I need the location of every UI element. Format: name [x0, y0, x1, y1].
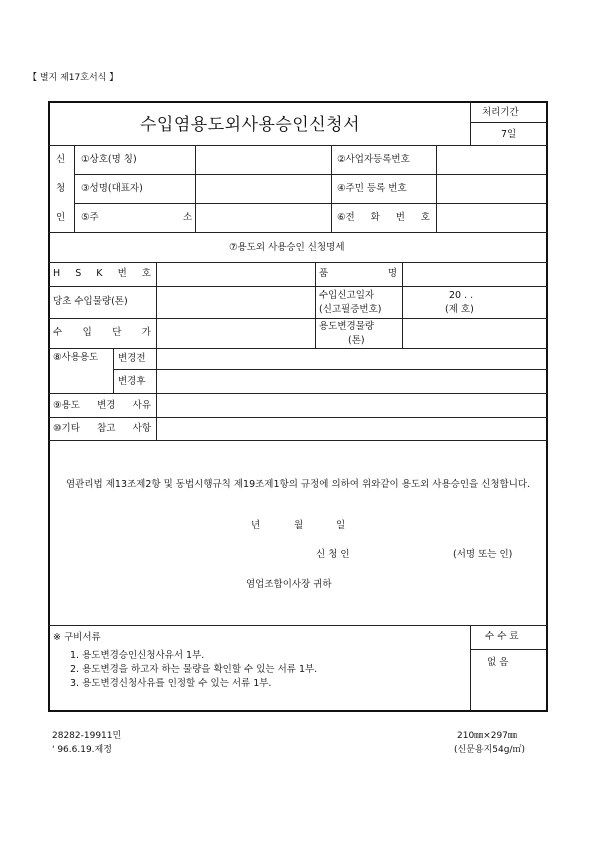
signature-note: (서명 또는 인): [453, 549, 513, 560]
details-bottom-line: [48, 440, 548, 441]
applicant-signature-label: 신 청 인: [316, 549, 350, 560]
import-date-value: 20 . .: [449, 290, 474, 301]
details-row-line-6: [48, 417, 548, 418]
fee-value: 없 음: [487, 657, 509, 668]
processing-box-mid-line: [470, 122, 546, 123]
applicant-bottom-line: [48, 232, 548, 233]
details-row-line-2: [48, 318, 548, 319]
frame-top-line: [48, 101, 548, 103]
processing-period-label: 처리기간: [482, 107, 519, 118]
fee-box-mid-line: [470, 649, 546, 650]
usage-label: ⑧사용용도: [53, 352, 99, 363]
frame-bottom-line: [48, 710, 548, 712]
required-document-item-2: 2. 용도변경을 하고자 하는 물량을 확인할 수 있는 서류 1부.: [70, 664, 318, 675]
fee-label: 수 수 료: [485, 631, 519, 642]
import-date-label-2: (신고필증번호): [319, 304, 382, 315]
required-documents-title: ※ 구비서류: [53, 632, 101, 643]
resident-no-label: ④주민 등록 번호: [337, 183, 407, 194]
before-change-label: 변경전: [118, 353, 146, 364]
details-label-line: [156, 262, 157, 440]
other-notes-part-1: ⑩기타: [53, 423, 80, 434]
form-number-label: 【 별지 제17호서식 】: [28, 73, 119, 83]
frame-right-line: [546, 101, 548, 712]
import-cert-number-value: (제 호): [445, 304, 474, 315]
recipient-label: 염업조합이사장 귀하: [246, 579, 332, 590]
import-date-label-1: 수입신고일자: [319, 290, 375, 301]
import-qty-label: 당초 수입물량(톤): [53, 296, 128, 307]
phone-label-4: 호: [420, 212, 430, 223]
processing-period-value: 7일: [501, 129, 517, 140]
address-label-suffix: 소: [183, 212, 193, 223]
application-statement: 염관리법 제13조제2항 및 동법시행규칙 제19조제1항의 규정에 의하여 위와같이 용도외 사용승인을 신청합니다.: [66, 479, 531, 490]
processing-box-left-line: [470, 101, 471, 145]
after-change-label: 변경후: [118, 376, 146, 387]
unit-price-label: [53, 328, 151, 338]
required-document-item-3: 3. 용도변경신청사유를 인정할 수 있는 서류 1부.: [70, 678, 272, 689]
applicant-row-line-1: [74, 174, 546, 175]
hsk-char-4: 번: [117, 268, 127, 279]
product-name-label: [319, 269, 397, 279]
date-year-label: 년: [251, 520, 261, 531]
usage-sub-line: [113, 348, 114, 393]
applicant-col-line: [74, 145, 75, 232]
form-enactment-date: ' 96.6.19.제정: [52, 745, 112, 755]
form-code: 28282-19911민: [52, 731, 122, 741]
product-char-1: 품: [319, 268, 329, 279]
change-reason-part-3: 사유: [132, 400, 151, 411]
paper-type: (신문용지54g/㎡): [454, 745, 525, 755]
hsk-char-3: K: [96, 268, 103, 279]
documents-top-line: [48, 625, 548, 626]
details-row-line-5: [48, 393, 548, 394]
address-label-prefix: ⑤주: [81, 212, 99, 223]
company-name-label: ①상호(명 칭): [81, 154, 137, 165]
date-month-label: 월: [294, 520, 304, 531]
details-row-line-1: [48, 286, 548, 287]
hsk-number-label: [53, 269, 151, 279]
required-document-item-1: 1. 용도변경승인신청사유서 1부.: [70, 650, 205, 661]
unit-price-char-4: 가: [141, 327, 151, 338]
other-notes-part-2: 참고: [97, 423, 116, 434]
phone-label-2: 화: [370, 212, 380, 223]
change-reason-part-1: ⑨용도: [53, 400, 80, 411]
unit-price-char-3: 단: [112, 327, 122, 338]
details-right-label-line: [402, 262, 403, 348]
applicant-side-char-2: 청: [56, 183, 66, 194]
applicant-side-char-1: 신: [56, 154, 66, 165]
paper-size: 210㎜×297㎜: [457, 731, 517, 741]
phone-label-3: 번: [395, 212, 405, 223]
change-qty-label-1: 용도변경물량: [319, 321, 375, 332]
phone-label: [337, 213, 430, 223]
hsk-char-1: H: [53, 268, 61, 279]
section-title: ⑦용도외 사용승인 신청명세: [229, 242, 345, 253]
phone-label-1: ⑥전: [337, 212, 355, 223]
frame-left-line: [48, 101, 50, 712]
applicant-row-line-2: [74, 203, 546, 204]
details-mid-line: [315, 262, 316, 348]
date-day-label: 일: [336, 520, 346, 531]
details-row-line-3: [48, 348, 548, 349]
form-title: 수입염용도외사용승인신청서: [140, 115, 360, 135]
section-title-bottom-line: [48, 262, 548, 263]
applicant-right-label-line: [436, 145, 437, 232]
hsk-char-5: 호: [141, 268, 151, 279]
applicant-mid-line: [331, 145, 332, 232]
change-reason-label: [53, 401, 151, 411]
applicant-label-line: [195, 145, 196, 232]
details-row-line-4: [113, 369, 548, 370]
representative-label: ③성명(대표자): [81, 183, 143, 194]
applicant-side-char-3: 인: [56, 212, 66, 223]
business-reg-no-label: ②사업자등록번호: [337, 154, 410, 165]
hsk-char-2: S: [75, 268, 82, 279]
change-qty-label-2: (톤): [348, 335, 365, 346]
product-char-2: 명: [387, 268, 397, 279]
change-reason-part-2: 변경: [97, 400, 116, 411]
fee-box-left-line: [470, 625, 471, 711]
unit-price-char-1: 수: [53, 327, 63, 338]
other-notes-label: [53, 424, 151, 434]
title-divider: [48, 145, 548, 146]
unit-price-char-2: 입: [82, 327, 92, 338]
other-notes-part-3: 사항: [132, 423, 151, 434]
